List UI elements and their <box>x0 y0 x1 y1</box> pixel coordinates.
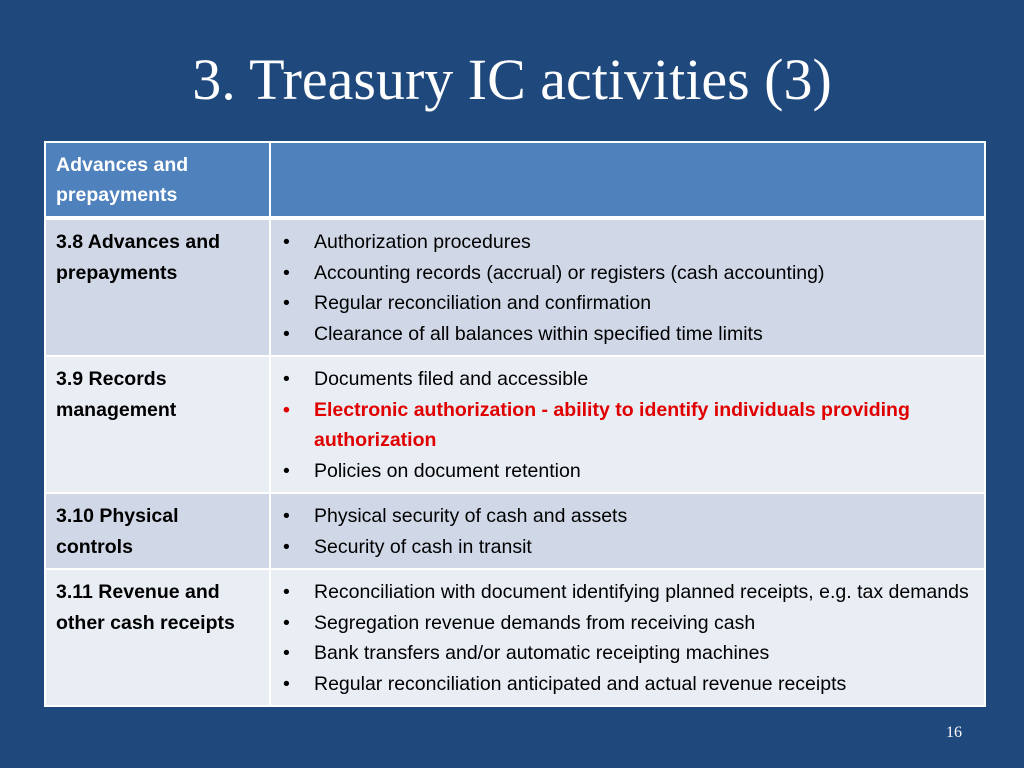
activity-area-cell: 3.9 Records management <box>45 356 270 493</box>
bullet-text: Security of cash in transit <box>314 535 532 558</box>
activity-area-cell: 3.10 Physical controls <box>45 493 270 569</box>
bullet-icon: • <box>283 611 290 634</box>
bullet-text: Accounting records (accrual) or registers (cash accounting) <box>314 261 825 284</box>
bullet-list <box>281 501 974 562</box>
control-list-cell <box>270 493 985 569</box>
bullet-item <box>281 501 974 532</box>
bullet-text: Regular reconciliation and confirmation <box>314 292 652 314</box>
table-header-row <box>45 142 985 218</box>
bullet-icon: • <box>283 642 290 664</box>
bullet-text: Bank transfers and/or automatic receipting machines <box>314 642 770 664</box>
bullet-item <box>281 608 974 639</box>
bullet-icon: • <box>283 368 290 390</box>
bullet-icon: • <box>283 459 290 482</box>
activity-area-cell: 3.8 Advances and prepayments <box>45 218 270 356</box>
bullet-item <box>281 364 974 395</box>
bullet-text: Documents filed and accessible <box>314 368 589 390</box>
control-list-cell <box>270 569 985 706</box>
bullet-text: Physical security of cash and assets <box>314 505 628 527</box>
table-body <box>45 218 985 706</box>
bullet-list <box>281 577 974 699</box>
header-detail-cell <box>270 142 985 218</box>
bullet-list <box>281 364 974 486</box>
activity-area-cell: 3.11 Revenue and other cash receipts <box>45 569 270 706</box>
bullet-icon: • <box>283 261 290 284</box>
bullet-icon: • <box>283 581 290 603</box>
highlighted-bullet-item <box>281 395 974 456</box>
bullet-list <box>281 227 974 349</box>
bullet-icon: • <box>283 231 290 253</box>
bullet-item <box>281 638 974 669</box>
bullet-text: Clearance of all balances within specified time limits <box>314 322 763 345</box>
treasury-ic-table <box>44 141 986 707</box>
slide-title: 3. Treasury IC activities (3) <box>192 47 832 112</box>
bullet-item <box>281 669 974 700</box>
bullet-text: Policies on document retention <box>314 459 581 482</box>
bullet-icon: • <box>283 292 290 314</box>
page-number: 16 <box>946 724 962 741</box>
bullet-item <box>281 227 974 258</box>
bullet-text: Electronic authorization - ability to identify individuals providing authorization <box>314 398 910 451</box>
bullet-item <box>281 319 974 350</box>
bullet-text: Authorization procedures <box>314 231 531 253</box>
header-area-cell: Advances and prepayments <box>45 142 270 218</box>
bullet-item <box>281 258 974 289</box>
bullet-icon: • <box>283 672 290 695</box>
bullet-icon: • <box>283 505 290 527</box>
control-list-cell <box>270 356 985 493</box>
bullet-icon: • <box>283 398 290 421</box>
bullet-item <box>281 288 974 319</box>
bullet-item <box>281 577 974 608</box>
bullet-text: Reconciliation with document identifying planned receipts, e.g. tax demands <box>314 581 969 603</box>
bullet-icon: • <box>283 322 290 345</box>
bullet-item <box>281 532 974 563</box>
bullet-text: Regular reconciliation anticipated and actual revenue receipts <box>314 672 847 695</box>
table-row <box>45 493 985 569</box>
bullet-text: Segregation revenue demands from receiving cash <box>314 611 756 634</box>
bullet-item <box>281 456 974 487</box>
control-list-cell <box>270 218 985 356</box>
table-row <box>45 356 985 493</box>
table-row <box>45 569 985 706</box>
bullet-icon: • <box>283 535 290 558</box>
table-row <box>45 218 985 356</box>
